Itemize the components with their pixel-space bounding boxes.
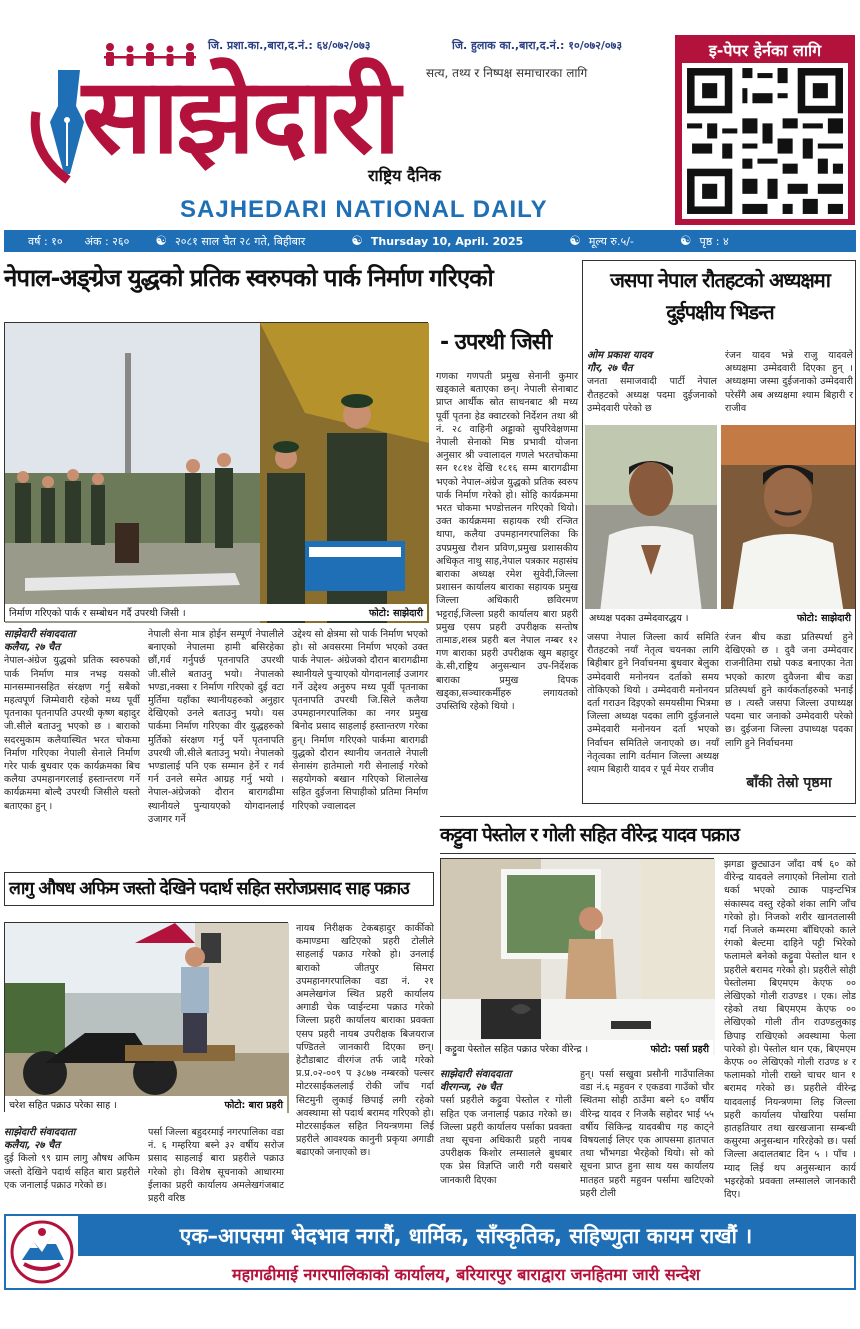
article-headline[interactable]: जसपा नेपाल रौतहटको अध्यक्षमा	[610, 268, 830, 292]
article-column: नेपाली सेना मात्र होईन सम्पूर्ण नेपालीले बनाएको नेपालमा हामी बसिरहेका छौं,गर्व गर्नुपर्छ पृतनापति उपरथी जी.सीले बताउनु भयो। नेपालको भण्डा,नक्सा र निर्माण गरिएको दुई वटा मुर्तिमा यहाँका स्थानीयहरुको अनुहार देखिएको उनले बताउनु भयो। यस पार्कमा निर्माण गरिएका वीर युद्धहरुको मुर्तिको संरक्षण गर्नु पर्ने पृतनापति उपरथी जी.सीले बताउनु भयो। नेपालको भण्डालाई पनि एक सम्मान हेर्ने र गर्व गर्न उनले समेत आग्रह गर्नु भयो । नेपाल-अंग्रेजको दौरान बारागढीमा स्थानीयले पुन्यायएको योगदानलाई उजागर गर्ने	[148, 629, 284, 825]
yin-yang-icon: ☯	[569, 233, 581, 249]
article-column: रंजन बीच कडा प्रतिस्पर्धा हुने देखिएको छ । दुवै जना उम्मेदवार राजनीतिमा राम्रो पकड बनाएका नेता भएको कारण दुवैजना बीच कडा प्रतिस्पर्धा हुने कार्यकर्ताहरुको भनाई छ । त्यस्तै जसपा जिल्ला उपाध्यक्ष पदमा चार जनाको उम्मेदवारी परेको छ। दुईजना जिल्ला उपाध्यक्ष पदका लागि हुने निर्वाचनमा	[725, 632, 853, 749]
ad-issuer: महागढीमाई नगरपालिकाको कार्यालय, बरियारपुर बाराद्वारा जनहितमा जारी सन्देश	[232, 1265, 700, 1284]
article-dateline: वीरगन्ज, २७ चैत	[440, 1082, 502, 1094]
public-message-ad[interactable]	[4, 1214, 856, 1290]
nepal-emblem-icon	[10, 1220, 74, 1284]
article-dateline: गौर, २७ चैत	[587, 363, 633, 375]
photo-credit: फोटो: बारा प्रहरी	[224, 1100, 283, 1111]
article-headline[interactable]: लागु औषध अफिम जस्तो देखिने पदार्थ सहित सरोजप्रसाद साह पक्राउ	[4, 872, 434, 906]
registration-postal: जि. हुलाक का.,बारा,द.नं.: १०/०७२/०७३	[452, 39, 623, 52]
article-byline: ओम प्रकाश यादव	[587, 350, 653, 361]
caption-text: कट्टुवा पेस्तोल सहित पक्राउ परेका वीरेन्द्र ।	[445, 1044, 589, 1055]
candidates-photo	[585, 425, 855, 621]
article-headline-line2: दुईपक्षीय भिडन्त	[666, 300, 774, 324]
article-column: साझेदारी संवाददाता कलैया, २७ चैत नेपाल-अंग्रेज युद्धको प्रतिक स्वरुपको पार्क निर्माण मात्र नभइ यसको मानसम्मानसहित संरक्षण गर्नु सबैको महत्वपूर्ण जिम्मेवारी रहेको मध्य पूर्वी पृतनाका पृतनापति उपरथी कृष्ण बहादुर जी.सीले बताउनु भएको छ । बाराको सदरमुकाम कलैयास्थित भरत चोकमा निर्माण गरिएका नेपाली सेनाले निर्माण गरेर पार्क बुधवार एक कार्यक्रमका बिच कलैया उपमहानगरलाई हस्तान्तरण गर्ने कार्यक्रममा बोल्दै उपरथी जिसीले यस्तो बताएका हुन् ।	[4, 629, 140, 812]
article-byline: साझेदारी संवाददाता	[4, 1127, 76, 1138]
issue-date-english: Thursday 10, April. 2025	[370, 234, 524, 248]
article-dateline: कलैया, २७ चैत	[4, 1140, 61, 1152]
issue-info-bar	[4, 230, 856, 252]
photo-credit: फोटो: पर्सा प्रहरी	[650, 1044, 709, 1055]
article-photo	[4, 322, 428, 622]
article-column: हुन्। पर्सा सखुवा प्रसौनी गाउँपालिका वडा नं.६ महुवन र एकडवा गाउँको चौर स्थितमा सोही ठाउँमा बस्ने ६० वर्षीय वीरेन्द्र यादव र निजकै सहोदर भाई ५५ वर्षीय सिकिन्द्र यादवबीच गह काट्ने विषयलाई लिएर एक आपसमा हातपात तथा भौंभगडा भैरहेको थियो। सो को सूचना प्राप्त हुना साथ यस कार्यालय मातहत प्रहरी महुवन पर्सामा खटिएको प्रहरी टोली	[580, 1069, 714, 1199]
article-column: साझेदारी संवाददाता वीरगन्ज, २७ चैत पर्सा प्रहरीले कट्टुवा पेस्तोल र गोली सहित एक जनालाई पक्राउ गरेको छ। जिल्ला प्रहरी कार्यालय पर्साका प्रवक्ता तथा सूचना अधिकारी प्रहरी नायब उपरीक्षक किशोर लम्सालले बुधबार एक प्रेस विज्ञप्ति जारी गरी यसबारे जानकारी दिएका	[440, 1069, 572, 1186]
photo-caption	[5, 604, 427, 621]
photo-caption	[441, 1040, 713, 1057]
candidate-portraits	[585, 425, 855, 621]
article-column: साझेदारी संवाददाता कलैया, २७ चैत दुई किलो ९९ ग्राम लागु औषध अफिम जस्तो देखिने पदार्थ सहित बारा प्रहरीले एक जनालाई पक्राउ गरेको छ।	[4, 1127, 140, 1191]
yin-yang-icon: ☯	[679, 233, 692, 249]
article-column: गणका गणपती प्रमुख सेनानी कुमार खड्काले बताएका छन्। नेपाली सेनाबाट प्राप्त आर्थीक स्रोत साधनबाट श्री मध्य पूर्वी पृतना हेड क्वाटरको निर्देशन तथा श्री नं. २८ वाहिनी अड्डाको सुपरिवेक्षणमा नेपाली सेनाको मिष्ठ प्रभावी योजना अनुसार श्री ज्वालादल गणले भरतचोकमा सन १८१४ देखि १८१६ सम्म बारागढीमा भएको नेपाल-अंग्रेज युद्धको प्रतिक स्वरुप पार्क निर्माण गरेको हो। सोहि कार्यक्रममा भरत चोकमा भण्डोत्तलन गरिएको थियो। उक्त कार्यक्रममा सहायक रथी रन्जित थापा, कलैया उपमहानगरपालिका कि उपप्रमुख रौशन प्रविण,प्रमुख प्रशासकीय अधिकृत नाथु साह,नेपाल पत्रकार महासंघ बाराका अध्यक्ष रमेश सुवेदी,जिल्ला प्रशासन कार्यालय बाराका सहायक प्रमुख जिल्ला अधिकारी छविरमण भट्टराई,जिल्ला प्रहरी कार्यालय बारा प्रहरी प्रमुख एसप प्रहरी उपरीक्षक सन्तोष तामाङ,शस्त्र प्रहरी बल नेपाल नम्बर १२ गण बाराका प्रहरी उपरीक्षक खुम बहादुर के.सी,राष्ट्रिय अनुसन्धान उप-निर्देशक बाराका प्रमुख दिपक खड्का,सञ्चारकर्मीहरु लगायतको उपस्तिथि रहेको थियो ।	[436, 371, 578, 713]
article-pistol-arrest[interactable]	[440, 812, 856, 1210]
masthead	[0, 0, 860, 228]
article-photo	[4, 922, 288, 1112]
masthead-daily-label: राष्ट्रिय दैनिक	[368, 166, 441, 185]
issue-number: अंक : २६०	[84, 234, 130, 248]
article-column: ओम प्रकाश यादव गौर, २७ चैत जनता समाजवादी पार्टी नेपाल रौतहटको अध्यक्ष पदमा दुईजनाको उम्मेदवारी परेको छ	[587, 350, 717, 414]
article-byline: साझेदारी संवाददाता	[4, 629, 76, 640]
article-column: जसपा नेपाल जिल्ला कार्य समिति रौतहटको नयाँ नेतृत्व चयनका लागि बिहीबार हुने निर्वाचनमा बुधवार बेलुका उम्मेदवारी मनोनयन दर्ताको समय तोकिएको थियो । उम्मेदवारी मनोनयन दर्ता गराउन दिइएको समयसीमा भित्रमा जिल्ला अध्यक्ष पदका लागि दुईजनाले उम्मेदवारी मनोनयन दर्ता भएको निर्वाचन समितिले जनाएको छ। नयाँ नेतृत्वका लागि वर्तमान जिल्ला अध्यक्ष श्याम बिहारी यादव र पूर्व मेयर राजीव	[587, 632, 719, 776]
issue-date-nepali: २०८१ साल चैत २८ गते, बिहीबार	[175, 234, 306, 248]
masthead-tagline: सत्य, तथ्य र निष्पक्ष समाचारका लागि	[426, 66, 588, 80]
caption-text: अध्यक्ष पदका उम्मेदवारद्धय ।	[589, 613, 689, 624]
issue-year: वर्ष : १०	[28, 234, 63, 248]
arrest-scene-photo	[5, 923, 289, 1113]
article-column: रंजन यादव भन्ने राजु यादवले अध्यक्षमा उम्मेदवारी दिएका हुन् । अध्यक्षमा जस्मा दुईजनाको उम्मेदवारी परेसँगै अब अध्यक्षमा श्याम बिहारी र राजीव	[725, 350, 853, 414]
article-column: पर्सा जिल्ला बहुदरमाई नगरपालिका वडा नं. ६ गम्हरिया बस्ने ३२ वर्षीय सरोज प्रसाद साहलाई बारा प्रहरीले पक्राउ गरेको हो। विशेष सूचनाको आधारमा ईलाका प्रहरी कार्यालय अमलेखगंजबाट प्रहरी वरिष्ठ	[148, 1127, 284, 1205]
pistol-arrest-photo	[441, 859, 715, 1055]
article-photo	[440, 858, 714, 1054]
article-opium-arrest[interactable]	[4, 872, 434, 1210]
continued-on-page-3-link[interactable]: बाँकी तेस्रो पृष्ठमा	[746, 775, 832, 791]
yin-yang-icon: ☯	[351, 233, 363, 249]
yin-yang-icon: ☯	[155, 233, 167, 249]
caption-text: चरेश सहित पक्राउ परेका साह ।	[9, 1100, 117, 1111]
article-nepal-british-park[interactable]	[4, 258, 578, 825]
photo-caption	[5, 1096, 287, 1113]
article-headline[interactable]: कट्टुवा पेस्तोल र गोली सहित वीरेन्द्र यादव पक्राउ	[440, 816, 856, 854]
caption-text: निर्माण गरिएको पार्क र सम्बोधन गर्दै उपरथी जिसी ।	[9, 608, 186, 619]
article-dateline: कलैया, २७ चैत	[4, 642, 61, 654]
article-column: उद्देश्य सो क्षेत्रमा सो पार्क निर्माण भएको हो। सो अवसरमा निर्माण भएको उक्त पार्क नेपाल- अंग्रेजको दौरान बारागढीमा स्थानीयले पुऱ्याएको योगदानलाई उजागर गर्ने उद्देश्य अनुरुप मध्य पूर्वी पृतनाका पृतनापति उपरथी जि.सिले कलैया उपमहानगरपालिका का नगर प्रमुख बिनोद प्रसाद साहलाई हस्तान्तरण गरेका हुन्। निर्माण गरिएको पार्कमा बारागढी युद्धको दौरान स्थानीय जनताले नेपाली सेनासंग हातेमालो गरी सेनालाई गरेको सहयोगको बखान गरिएको शिलालेख सहित दुईजना सिपाहीको प्रतिमा निर्माण गरिएको ज्वालादल	[292, 629, 428, 812]
page-number: पृष्ठ : ४	[699, 234, 729, 248]
article-column: नायब निरीक्षक टेकबहादुर कार्कीको कमाण्डमा खटिएको प्रहरी टोलीले साहलाई पक्राउ गरेको हो। उनलाई बाराको जीतपुर सिमरा उपमहानगरपालिका वडा नं. २१ अमलेखगंज स्थित प्रहरी कार्यालय अगाडी चेक प्वाईन्टमा पक्राउ गरेको जिल्ला प्रहरी कार्यालय बाराका प्रवक्ता एसप प्रहरी नायब उपरीक्षक बिजयराज पण्डितले जानकारी दिएका छन्। हेटौडाबाट वीरगंज तर्फ जादै गरेको प्र.प्र.०२-००९ प ३८७७ नम्बरको पल्सर मोटरसाईकललाई रोकी जाँच गर्दा सिटमुनी लुकाई छिपाई लगी रहेको अवस्थामा सो पदार्थ बरामद गरिएको हो। मोटरसाईकल सहित नियन्त्रणमा लिई प्रहरीले आवश्यक कानुनी प्रकृया अगाडी बढाएको जनाएको छ।	[296, 923, 434, 1159]
newspaper-logo	[8, 52, 668, 202]
registration-admin: जि. प्रशा.का.,बारा,द.नं.: ६४/०७२/०७३	[208, 39, 371, 52]
masthead-title: साझेदारी	[82, 54, 398, 177]
article-column: झगडा छुट्याउन जाँदा वर्ष ६० को वीरेन्द्र यादवले लगाएको निलोमा रातो धर्का भएको ट्याक पाइन्टभित्र संकास्पद वस्तु रहेको शंका लागि जाँच गरेको हो। निजको शरीर खानतलासी गर्दा निजले कम्मरमा बाँधिएको काले रंगको बेल्टमा दाहिने पट्टी भिरेको फलामले बनेको कट्टुवा पेस्तोल थान १ प्रहरीले बरामद गरेको हो। प्रहरीले सोही पेस्तोलमा बिएमएम केएफ ०० लेखिएको गोली राउण्ड१ । एक। लोड रहेको तथा बिएमएम केएफ ०० लेखिएको गोली तीन राउण्डलुकाइ छिपाइ राखिएको अवस्थामा फेला पारेको हो। पेस्तोल थान एक, बिएमएम केएफ ०० लेखिएको गोली राउण्ड ४ र फलामको गोली राख्ने चाचर थान १ बरामद गरेको छ। प्रहरीले वीरेन्द्र यादवलाई नियन्त्रणमा लिइ जिल्ला प्रहरी कार्यालय पोखरिया पर्सामा हातहतियार तथा खरखजाना सम्बन्धी कसुरमा अनुसन्धान गरिरहेको छ। पर्सा जिल्ला अदालतबाट दिन ५ । पाँच । म्याद लिई थप अनुसन्धान कार्य भइरहेको प्रवक्ता लम्सालले जानकारी दिए।	[724, 859, 856, 1201]
photo-credit: फोटो: साझेदारी	[368, 608, 423, 619]
article-headline[interactable]: नेपाल-अङ्ग्रेज युद्धको प्रतिक स्वरुपको पार्क निर्माण गरिएको	[4, 264, 493, 292]
photo-credit: फोटो: साझेदारी	[796, 613, 851, 624]
english-title: SAJHEDARI NATIONAL DAILY	[180, 196, 548, 223]
ad-slogan: एक–आपसमा भेदभाव नगरौं, धार्मिक, साँस्कृतिक, सहिष्णुता कायम राखौं ।	[78, 1216, 854, 1256]
epaper-qr-box[interactable]	[675, 35, 855, 225]
park-ceremony-photo	[5, 323, 429, 623]
article-byline: साझेदारी संवाददाता	[440, 1069, 512, 1080]
photo-caption	[585, 609, 855, 626]
issue-price: मूल्य रु.५/-	[588, 234, 634, 248]
article-jaspa-rautahat[interactable]	[582, 260, 856, 804]
qr-code-icon[interactable]	[682, 63, 848, 219]
qr-heading: इ-पेपर हेर्नका लागि	[708, 41, 822, 60]
article-headline-continued: - उपरथी जिसी	[440, 330, 552, 355]
